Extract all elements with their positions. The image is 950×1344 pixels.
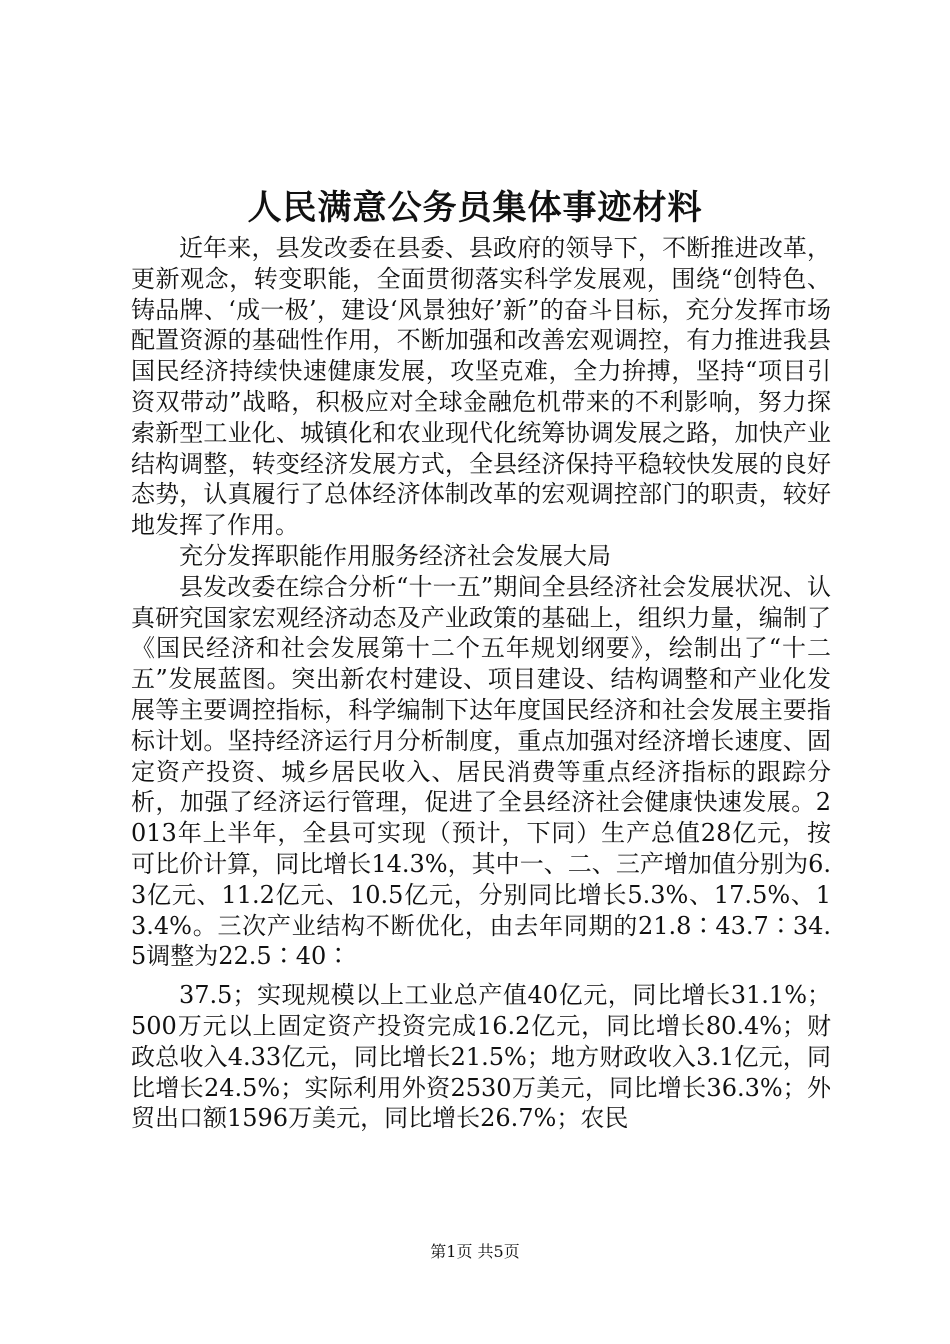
paragraph-section-heading: 充分发挥职能作用服务经济社会发展大局: [179, 541, 611, 570]
page-footer: 第1页 共5页: [430, 1242, 520, 1261]
paragraph-planning: 县发改委在综合分析“十一五”期间全县经济社会发展状况、认真研究国家宏观经济动态及产业政策的基础上，组织力量，编制了《国民经济和社会发展第十二个五年规划纲要》，绘制出了“十二五”发展蓝图。突出新农村建设、项目建设、结构调整和产业化发展等主要调控指标，科学编制下达年度国民经济和社会发展主要指标计划。坚持经济运行月分析制度，重点加强对经济增长速度、固定资产投资、城乡居民收入、居民消费等重点经济指标的跟踪分析，加强了经济运行管理，促进了全县经济社会健康快速发展。2013年上半年，全县可实现（预计，下同）生产总值28亿元，按可比价计算，同比增长14.3%，其中一、二、三产增加值分别为6.3亿元、11.2亿元、10.5亿元，分别同比增长5.3%、17.5%、13.4%。三次产业结构不断优化，由去年同期的21.8∶43.7∶34.5调整为22.5∶40∶: [131, 572, 831, 971]
paragraph-statistics: 37.5；实现规模以上工业总产值40亿元，同比增长31.1%；500万元以上固定资产投资完成16.2亿元，同比增长80.4%；财政总收入4.33亿元，同比增长21.5%；地方财政收入3.1亿元，同比增长24.5%；实际利用外资2530万美元，同比增长36.3%；外贸出口额1596万美元，同比增长26.7%；农民: [131, 981, 831, 1133]
paragraph-intro: 近年来，县发改委在县委、县政府的领导下，不断推进改革，更新观念，转变职能，全面贯彻落实科学发展观，围绕“创特色、铸品牌、‘成一极’，建设‘风景独好’新”的奋斗目标，充分发挥市场配置资源的基础性作用，不断加强和改善宏观调控，有力推进我县国民经济持续快速健康发展，攻坚克难，全力拚搏，坚持“项目引资双带动”战略，积极应对全球金融危机带来的不利影响，努力探索新型工业化、城镇化和农业现代化统筹协调发展之路，加快产业结构调整，转变经济发展方式，全县经济保持平稳较快发展的良好态势，认真履行了总体经济体制改革的宏观调控部门的职责，较好地发挥了作用。: [131, 234, 831, 540]
document-title: 人民满意公务员集体事迹材料: [247, 188, 703, 228]
document-body: [131, 233, 831, 1134]
